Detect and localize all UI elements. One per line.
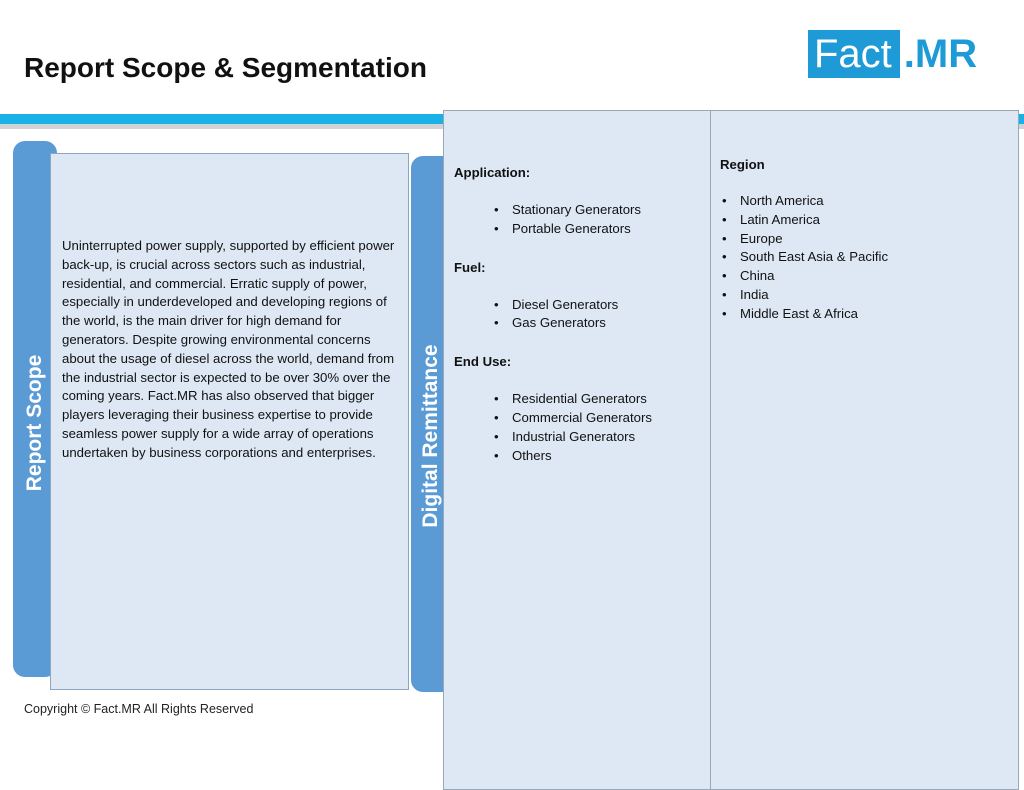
list-item: • Gas Generators [492, 314, 704, 333]
logo-dot: . [903, 31, 915, 76]
region-column [720, 155, 1000, 324]
segment-column [454, 163, 704, 484]
list-item: • Industrial Generators [492, 428, 704, 447]
segment-list-end-use [454, 390, 704, 465]
logo-mr: MR [914, 31, 978, 76]
list-item: • Commercial Generators [492, 409, 704, 428]
list-item: • Residential Generators [492, 390, 704, 409]
list-item: • Diesel Generators [492, 296, 704, 315]
list-item: • South East Asia & Pacific [720, 248, 1000, 267]
list-item: • Middle East & Africa [720, 305, 1000, 324]
segment-list-application [454, 201, 704, 239]
logo-fact: Fact [808, 30, 900, 78]
list-item: • China [720, 267, 1000, 286]
list-item: • North America [720, 192, 1000, 211]
list-item: • Portable Generators [492, 220, 704, 239]
page-title: Report Scope & Segmentation [24, 52, 427, 83]
region-list [720, 192, 1000, 324]
column-divider [710, 111, 711, 789]
list-item: • Latin America [720, 211, 1000, 230]
digital-remittance-label: Digital Remittance [419, 344, 442, 528]
copyright-notice: Copyright © Fact.MR All Rights Reserved [24, 702, 254, 716]
list-item: • Others [492, 447, 704, 466]
factmr-logo [808, 30, 977, 78]
segment-heading-end-use: End Use: [454, 354, 512, 370]
segmentation-panel [443, 110, 1019, 790]
region-heading: Region [720, 157, 765, 172]
report-scope-label: Report Scope [23, 354, 46, 492]
list-item: • India [720, 286, 1000, 305]
list-item: • Europe [720, 230, 1000, 249]
segment-heading-fuel: Fuel: [454, 259, 486, 275]
scope-description-panel [50, 153, 409, 690]
segment-list-fuel [454, 296, 704, 334]
segment-heading-application: Application: [454, 165, 531, 180]
list-item: • Stationary Generators [492, 201, 704, 220]
scope-description: Uninterrupted power supply, supported by efficient power back-up, is crucial across sectors such as industrial, residential, and commercial. Erratic supply of power, especially in underdeveloped and developing regions of the world, is the main driver for high demand for generators. Despite growing environmental concerns about the usage of diesel across the world, demand from the industrial sector is expected to be over 30% over the coming years. Fact.MR has also observed that bigger players leveraging their business expertise to provide seamless power supply for a wide array of operations undertaken by business corporations and enterprises. [62, 238, 395, 460]
